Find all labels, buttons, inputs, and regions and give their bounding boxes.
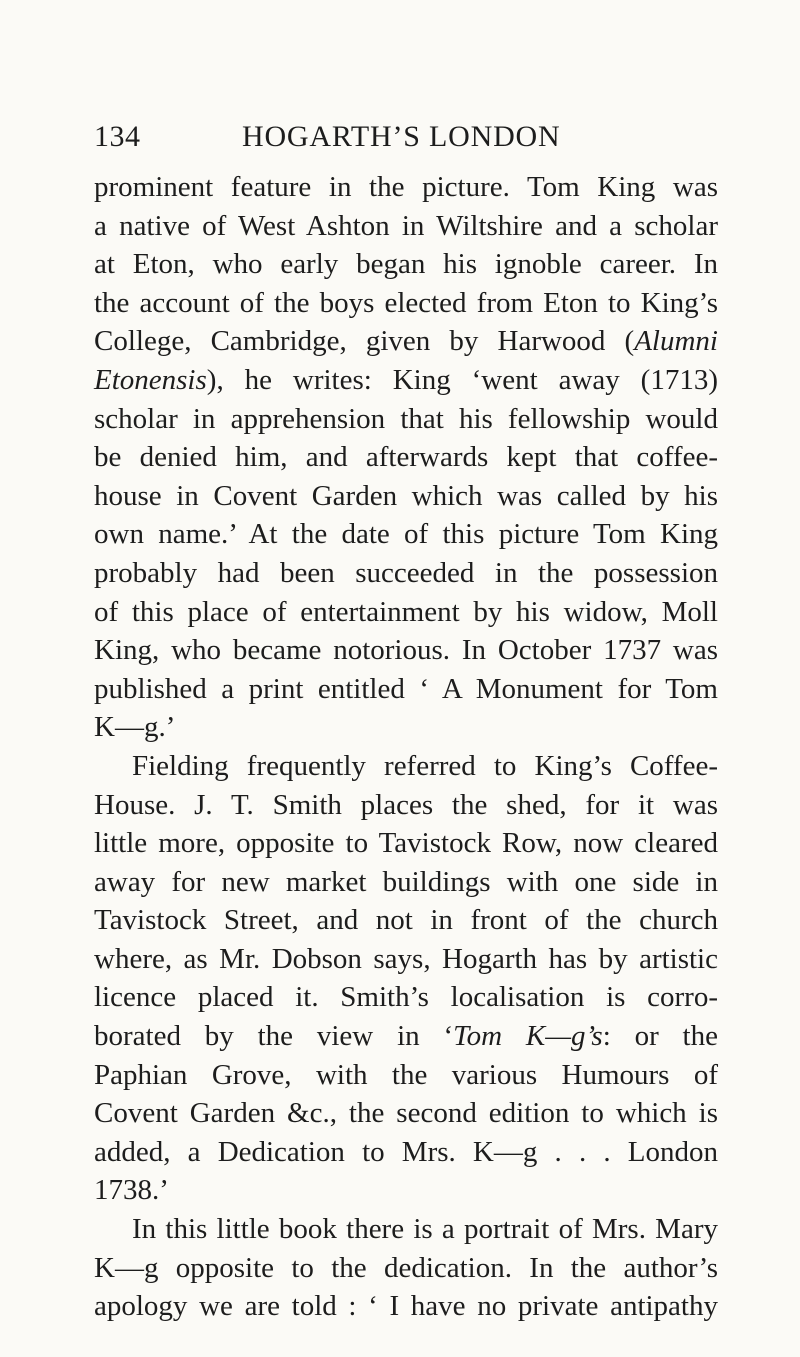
text-line: licence placed it. Smith’s localisation is corro- (94, 981, 718, 1014)
running-head (94, 117, 714, 157)
text-line: where, as Mr. Dobson says, Hogarth has by artistic (94, 942, 718, 975)
text-run: borated by the view in ‘ (94, 1020, 454, 1053)
text-line: little more, opposite to Tavistock Row, now cleared (94, 827, 718, 860)
text-line: be denied him, and afterwards kept that coffee- (94, 441, 718, 474)
text-run: ), he writes: King ‘went away (1713) (206, 363, 718, 396)
text-line: K—g opposite to the dedication. In the author’s (94, 1251, 718, 1284)
italic-title: Etonensis (94, 363, 207, 396)
italic-title: Tom K—g’s (453, 1020, 603, 1053)
text-line: scholar in apprehension that his fellowship would (94, 402, 718, 435)
text-line: away for new market buildings with one side in (94, 865, 718, 898)
text-line: prominent feature in the picture. Tom King was (94, 171, 718, 203)
text-line: House. J. T. Smith places the shed, for it was (94, 788, 718, 821)
italic-title: Alumni (634, 325, 718, 358)
text-line (94, 1017, 718, 1056)
text-line: In this little book there is a portrait of Mrs. Mary (132, 1213, 718, 1246)
text-line: published a print entitled ‘ A Monument for Tom (94, 672, 718, 705)
text-run: College, Cambridge, given by Harwood ( (94, 325, 635, 358)
text-line: a native of West Ashton in Wiltshire and a scholar (94, 209, 718, 242)
text-line: probably had been succeeded in the possession (94, 556, 718, 589)
text-line: of this place of entertainment by his widow, Moll (94, 595, 718, 628)
text-run: : or the (602, 1020, 718, 1053)
text-line: Fielding frequently referred to King’s Coffee- (132, 749, 718, 782)
running-title: HOGARTH’S LONDON (242, 120, 561, 153)
text-line: own name.’ At the date of this picture Tom King (94, 518, 718, 551)
text-line: King, who became notorious. In October 1737 was (94, 634, 718, 667)
text-line: at Eton, who early began his ignoble career. In (94, 248, 718, 281)
text-line: K—g.’ (94, 711, 176, 744)
text-line: apology we are told : ‘ I have no private antipathy (94, 1290, 718, 1323)
text-line: Covent Garden &c., the second edition to which is (94, 1097, 718, 1130)
text-line (94, 322, 718, 361)
text-line: house in Covent Garden which was called by his (94, 479, 718, 512)
text-line: added, a Dedication to Mrs. K—g . . . London (94, 1135, 718, 1168)
page-number: 134 (94, 120, 141, 153)
body-text (94, 168, 718, 1326)
text-line: the account of the boys elected from Eton to King’s (94, 286, 718, 319)
text-line (94, 361, 718, 400)
text-line: 1738.’ (94, 1174, 169, 1207)
text-line: Paphian Grove, with the various Humours of (94, 1058, 718, 1091)
text-line: Tavistock Street, and not in front of the church (94, 904, 718, 937)
